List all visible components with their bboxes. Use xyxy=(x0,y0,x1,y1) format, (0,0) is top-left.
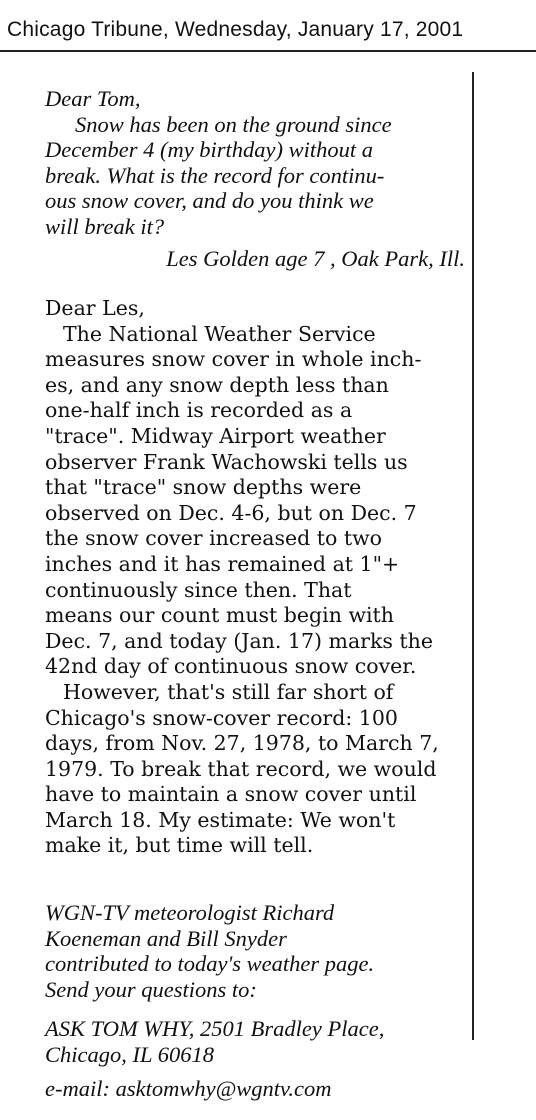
question-line: ous snow cover, and do you think we xyxy=(45,188,374,214)
answer-line: 1979. To break that record, we would xyxy=(45,756,437,781)
credits-line: contributed to today's weather page. xyxy=(45,951,375,977)
answer-line: the snow cover increased to two xyxy=(45,526,382,551)
header-rule xyxy=(0,50,536,52)
answer-line: means our count must begin with xyxy=(45,603,394,628)
question-letter xyxy=(45,86,465,271)
answer-line: that "trace" snow depths were xyxy=(45,475,362,500)
mailing-address xyxy=(45,1016,465,1067)
credits-line: Send your questions to: xyxy=(45,976,257,1002)
answer-line: es, and any snow depth less than xyxy=(45,372,389,397)
masthead: Chicago Tribune, Wednesday, January 17, 2001 xyxy=(7,18,464,41)
question-line: will break it? xyxy=(45,213,165,239)
answer-line: However, that's still far short of xyxy=(63,679,394,704)
answer-line: "trace". Midway Airport weather xyxy=(45,423,386,448)
answer-line: one-half inch is recorded as a xyxy=(45,398,353,423)
answer-line: make it, but time will tell. xyxy=(45,833,314,858)
credits-line: Koeneman and Bill Snyder xyxy=(45,925,287,951)
answer-line: measures snow cover in whole inch- xyxy=(45,347,422,372)
answer-salutation: Dear Les, xyxy=(45,296,145,320)
answer-line: days, from Nov. 27, 1978, to March 7, xyxy=(45,731,439,756)
answer-letter xyxy=(45,296,465,859)
answer-line: have to maintain a snow cover until xyxy=(45,782,417,807)
answer-line: Dec. 7, and today (Jan. 17) marks the xyxy=(45,628,434,653)
credits-line: WGN-TV meteorologist Richard xyxy=(45,900,335,925)
answer-line: observed on Dec. 4-6, but on Dec. 7 xyxy=(45,500,417,525)
answer-line: March 18. My estimate: We won't xyxy=(45,807,396,832)
answer-line: inches and it has remained at 1"+ xyxy=(45,551,400,576)
answer-line: continuously since then. That xyxy=(45,577,352,602)
answer-line: observer Frank Wachowski tells us xyxy=(45,449,408,474)
question-line: December 4 (my birthday) without a xyxy=(45,137,374,163)
address-line: ASK TOM WHY, 2501 Bradley Place, xyxy=(45,1016,385,1041)
address-line: Chicago, IL 60618 xyxy=(45,1041,214,1067)
email-address xyxy=(45,1076,465,1102)
answer-line: 42nd day of continuous snow cover. xyxy=(45,654,417,679)
question-line: break. What is the record for continu- xyxy=(45,162,385,188)
question-line: Snow has been on the ground since xyxy=(75,111,392,137)
question-signature: Les Golden age 7 , Oak Park, Ill. xyxy=(166,245,465,271)
email-line: e-mail: asktomwhy@wgntv.com xyxy=(45,1076,332,1101)
question-salutation: Dear Tom, xyxy=(45,86,141,111)
credits xyxy=(45,900,465,1002)
column-rule xyxy=(472,72,474,1040)
answer-line: The National Weather Service xyxy=(63,321,376,346)
answer-line: Chicago's snow-cover record: 100 xyxy=(45,705,398,730)
